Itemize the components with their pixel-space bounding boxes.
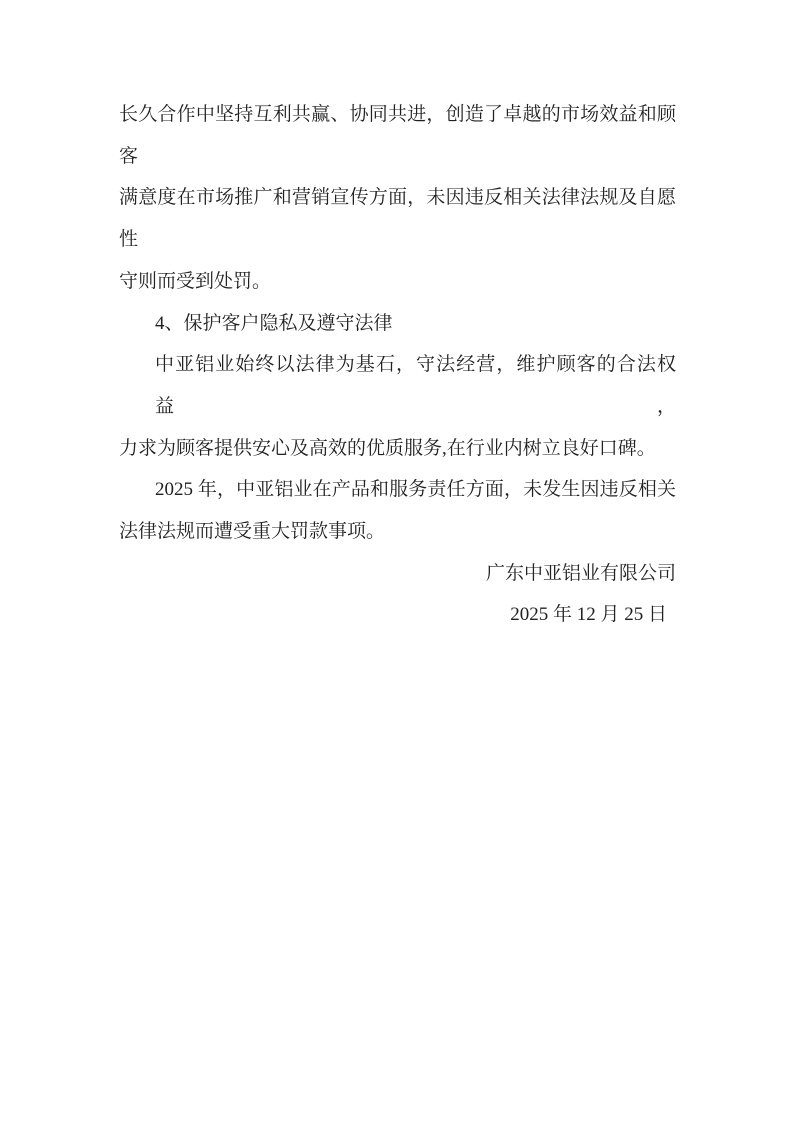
body-text-line: 满意度在市场推广和营销宣传方面，未因违反相关法律法规及自愿性 [119,187,676,251]
document-body [119,94,676,636]
body-text-line: 长久合作中坚持互利共赢、协同共进，创造了卓越的市场效益和顾客 [119,104,676,167]
section-heading: 4、保护客户隐私及遵守法律 [155,312,393,334]
body-text-line: 法律法规而遭受重大罚款事项。 [119,521,386,543]
body-text-line: 2025 年，中亚铝业在产品和服务责任方面，未发生因违反相关 [155,479,676,501]
signature-company: 广东中亚铝业有限公司 [485,562,676,584]
body-text-line: 力求为顾客提供安心及高效的优质服务,在行业内树立良好口碑。 [119,437,656,459]
body-text-line: 中亚铝业始终以法律为基石，守法经营，维护顾客的合法权益， [155,354,676,417]
body-text-line: 守则而受到处罚。 [119,270,272,292]
signature-date: 2025 年 12 月 25 日 [510,604,667,626]
